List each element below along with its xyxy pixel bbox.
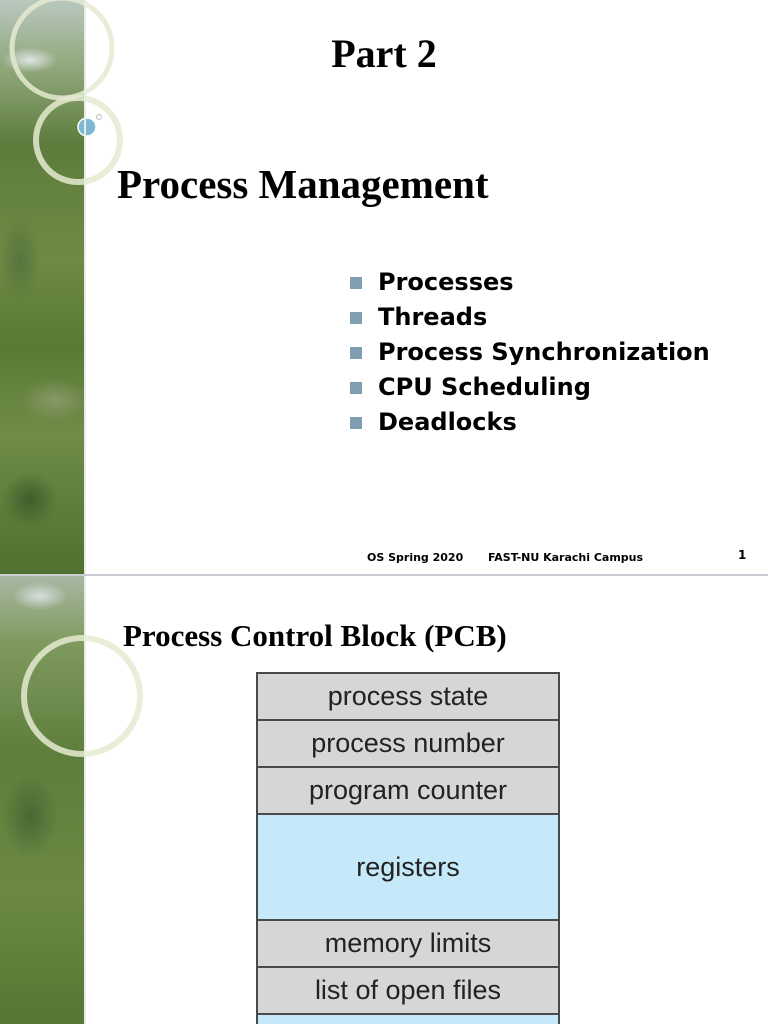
square-bullet-icon (350, 382, 362, 394)
topic-label: CPU Scheduling (378, 373, 591, 401)
topic-item (350, 405, 710, 440)
footer-course: OS Spring 2020 (367, 551, 464, 564)
slide-title: Part 2 (331, 31, 437, 76)
pcb-field-continued (256, 1013, 560, 1024)
footer-campus: FAST-NU Karachi Campus (488, 551, 644, 564)
square-bullet-icon (350, 417, 362, 429)
decorative-ring-icon (0, 576, 110, 776)
topic-item (350, 300, 710, 335)
topic-item (350, 370, 710, 405)
topic-item (350, 265, 710, 300)
topic-label: Deadlocks (378, 408, 517, 436)
square-bullet-icon (350, 347, 362, 359)
topic-list (350, 265, 710, 440)
pcb-field: list of open files (256, 966, 560, 1015)
pcb-field: program counter (256, 766, 560, 815)
strip-divider (84, 576, 86, 1024)
topic-item (350, 335, 710, 370)
pcb-diagram (256, 672, 560, 1024)
strip-divider (84, 0, 86, 576)
slide-2 (0, 576, 768, 1024)
square-bullet-icon (350, 277, 362, 289)
landscape-strip (0, 576, 84, 1024)
section-heading: Process Management (117, 161, 489, 207)
slide-title: Process Control Block (PCB) (123, 618, 507, 653)
square-bullet-icon (350, 312, 362, 324)
landscape-strip (0, 0, 84, 576)
topic-label: Threads (378, 303, 488, 331)
topic-label: Processes (378, 268, 514, 296)
page-number: 1 (738, 548, 747, 562)
pcb-field: memory limits (256, 919, 560, 968)
pcb-field: registers (256, 813, 560, 921)
pcb-field: process state (256, 672, 560, 721)
pcb-field: process number (256, 719, 560, 768)
topic-label: Process Synchronization (378, 338, 710, 366)
